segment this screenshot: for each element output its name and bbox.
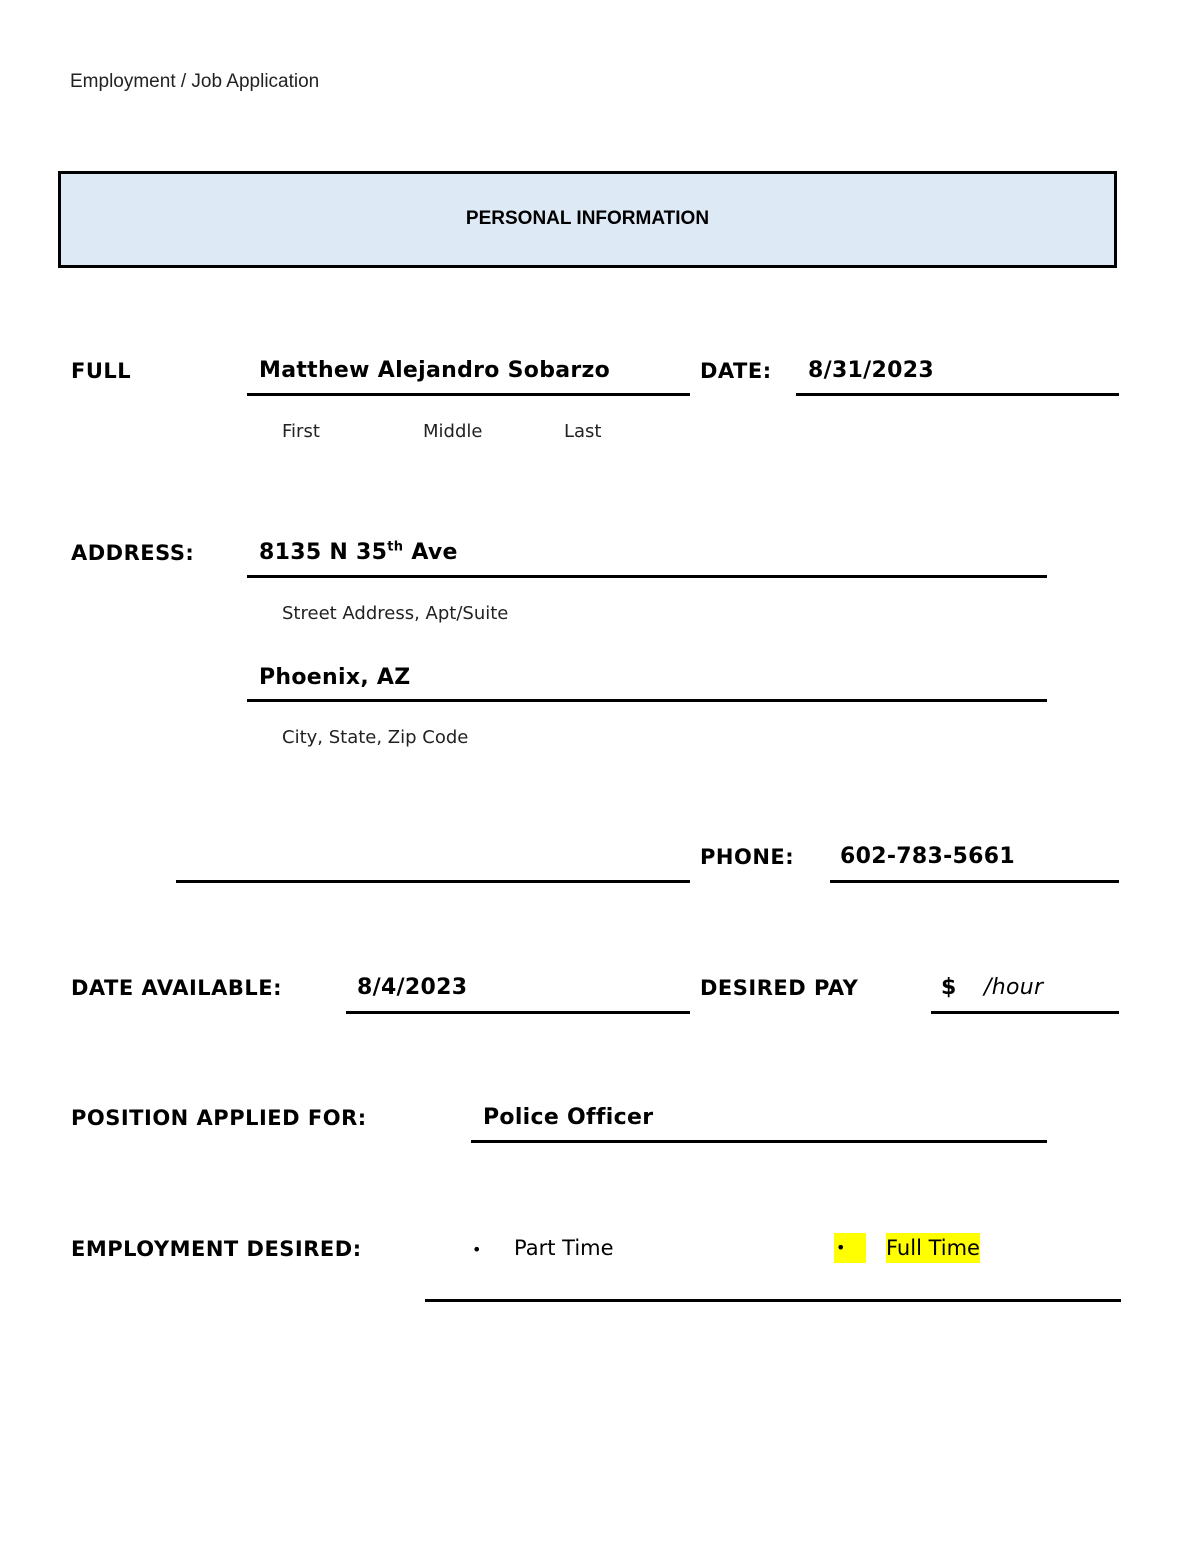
desired-pay-currency: $ <box>941 975 957 1000</box>
section-header <box>58 171 1117 268</box>
full-name-underline <box>247 393 690 396</box>
street-address-main: 8135 N 35 <box>259 540 388 565</box>
desired-pay-underline[interactable] <box>931 1011 1119 1014</box>
part-time-bullet: • <box>472 1240 482 1259</box>
position-underline <box>471 1140 1047 1143</box>
blank-field-underline <box>176 880 690 883</box>
name-hint-first: First <box>282 421 320 442</box>
full-name-label: FULL <box>71 359 132 383</box>
phone-underline <box>830 880 1119 883</box>
phone-value[interactable]: 602-783-5661 <box>840 844 1015 869</box>
street-address-tail: Ave <box>403 540 458 565</box>
name-hint-last: Last <box>564 421 602 442</box>
date-label: DATE: <box>700 359 772 383</box>
address-label: ADDRESS: <box>71 541 195 565</box>
option-part-time[interactable]: Part Time <box>514 1236 614 1260</box>
date-available-value[interactable]: 8/4/2023 <box>357 975 468 1000</box>
date-available-underline <box>346 1011 690 1014</box>
full-name-value[interactable]: Matthew Alejandro Sobarzo <box>259 358 611 383</box>
option-full-time[interactable]: Full Time <box>886 1233 980 1263</box>
full-time-bullet <box>834 1233 866 1263</box>
city-state-value[interactable]: Phoenix, AZ <box>259 665 411 690</box>
section-title: PERSONAL INFORMATION <box>465 208 710 229</box>
position-value[interactable]: Police Officer <box>483 1105 654 1130</box>
date-available-label: DATE AVAILABLE: <box>71 976 283 1000</box>
city-state-underline <box>247 699 1047 702</box>
date-underline <box>796 393 1119 396</box>
phone-label: PHONE: <box>700 845 795 869</box>
name-hint-middle: Middle <box>423 421 483 442</box>
employment-underline <box>425 1299 1121 1302</box>
employment-desired-label: EMPLOYMENT DESIRED: <box>71 1237 362 1261</box>
desired-pay-unit: /hour <box>984 975 1044 1000</box>
date-value[interactable]: 8/31/2023 <box>808 358 934 383</box>
street-address-value[interactable] <box>259 540 458 565</box>
desired-pay-label: DESIRED PAY <box>700 976 859 1000</box>
position-label: POSITION APPLIED FOR: <box>71 1106 367 1130</box>
full-time-bullet-glyph: • <box>836 1238 846 1257</box>
street-address-underline <box>247 575 1047 578</box>
city-state-hint: City, State, Zip Code <box>282 727 469 748</box>
street-address-ordinal: th <box>387 539 404 555</box>
street-address-hint: Street Address, Apt/Suite <box>282 603 509 624</box>
document-title: Employment / Job Application <box>70 71 320 92</box>
